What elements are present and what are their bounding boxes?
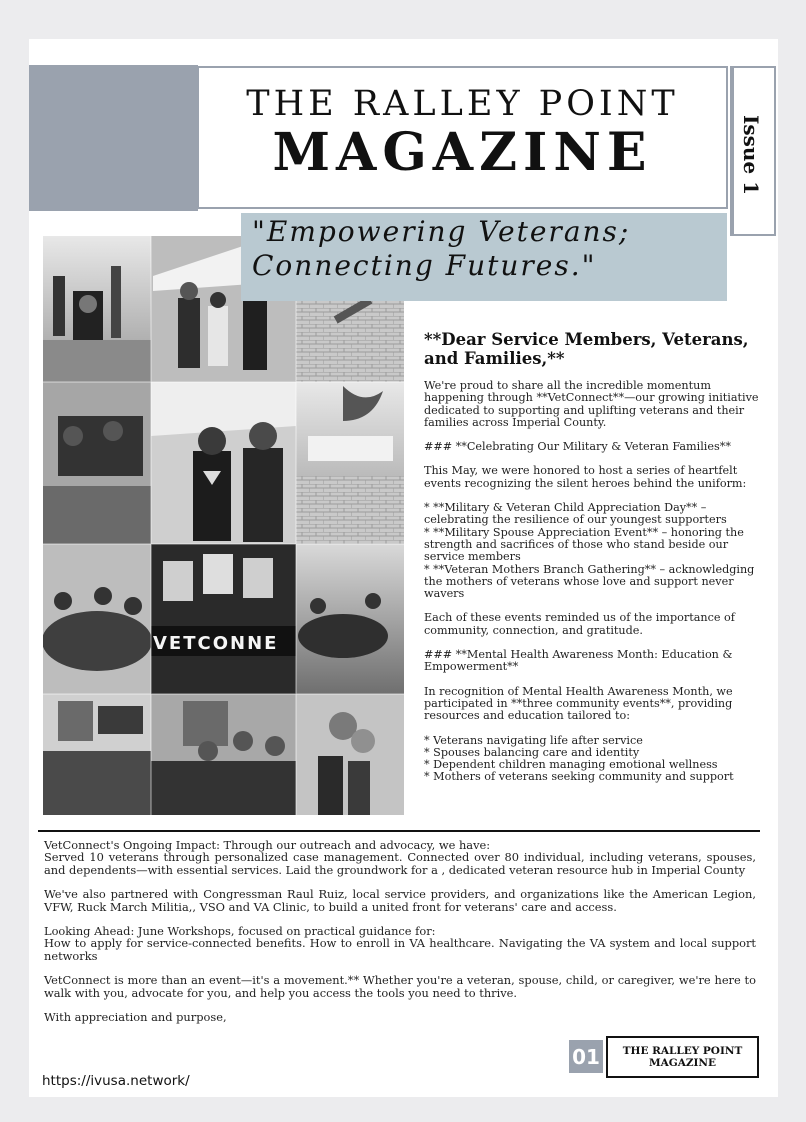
badge-line2: MAGAZINE	[648, 1057, 717, 1069]
mh-list-item: * Spouses balancing care and identity	[424, 745, 640, 759]
website-link[interactable]: https://ivusa.network/	[42, 1073, 190, 1089]
letter-body	[424, 380, 764, 784]
mh-list-item: * Mothers of veterans seeking community and support	[424, 770, 734, 784]
partners-paragraph: We've also partnered with Congressman Raul Ruiz, local service providers, and organizations like the American Legion, VFW, Ruck March Militia,, VSO and VA Clinic, to build a united front for veterans' care and access.	[44, 887, 756, 914]
signoff: With appreciation and purpose,	[44, 1010, 227, 1025]
looking-ahead-heading: Looking Ahead: June Workshops, focused on practical guidance for:	[44, 924, 436, 939]
section-divider	[38, 830, 760, 832]
events-intro: This May, we were honored to host a series of heartfelt events recognizing the silent heroes behind the uniform:	[424, 464, 747, 490]
impact-heading: VetConnect's Ongoing Impact: Through our outreach and advocacy, we have:	[44, 838, 491, 852]
letter-greeting: **Dear Service Members, Veterans, and Families,**	[424, 330, 749, 368]
tagline-line2: Connecting Futures."	[252, 249, 597, 282]
footer-badge	[606, 1036, 759, 1078]
page-number: 01	[569, 1040, 603, 1073]
issue-label: Issue 1	[739, 114, 763, 196]
reminder-paragraph: Each of these events reminded us of the importance of community, connection, and gratitude.	[424, 611, 735, 637]
event-item: * **Military Spouse Appreciation Event** – honoring the strength and sacrifices of those who stand beside our service members	[424, 525, 744, 564]
mh-list-item: * Dependent children managing emotional wellness	[424, 758, 718, 772]
magazine-title-line2: MAGAZINE	[272, 122, 653, 183]
tagline	[252, 215, 722, 283]
looking-ahead-body: How to apply for service-connected benefits. How to enroll in VA healthcare. Navigating the VA system and local support networks	[44, 936, 756, 963]
section-heading-families: ### **Celebrating Our Military & Veteran Families**	[424, 440, 731, 454]
tagline-line1: "Empowering Veterans;	[252, 215, 631, 248]
header-accent-block	[29, 65, 198, 211]
magazine-title-line1: THE RALLEY POINT	[246, 84, 679, 124]
collage-banner-text: VETCONNE	[153, 633, 279, 654]
mental-health-intro: In recognition of Mental Health Awareness Month, we participated in **three community events**, providing resources and education tailored to:	[424, 684, 733, 723]
section-heading-mental-health: ### **Mental Health Awareness Month: Education & Empowerment**	[424, 648, 733, 674]
closing-paragraph: VetConnect is more than an event—it's a movement.** Whether you're a veteran, spouse, child, or caregiver, we're here to walk with you, advocate for you, and help you access the tools you need to thrive.	[44, 973, 756, 1000]
event-item: * **Veteran Mothers Branch Gathering** – acknowledging the mothers of veterans whose love and support never wavers	[424, 562, 755, 601]
event-item: * **Military & Veteran Child Appreciation Day** – celebrating the resilience of our youngest supporters	[424, 501, 727, 527]
issue-label-wrap	[726, 110, 776, 200]
intro-paragraph: We're proud to share all the incredible momentum happening through **VetConnect**—our growing initiative dedicated to supporting and uplifting veterans and their families across Imperial County.	[424, 379, 759, 429]
impact-body: Served 10 veterans through personalized case management. Connected over 80 individual, including veterans, spouses, and dependents—with essential services. Laid the groundwork for a , dedicated veteran resource hub in Imperial County	[44, 850, 756, 877]
mh-list-item: * Veterans navigating life after service	[424, 733, 643, 747]
impact-section	[44, 839, 756, 1035]
collage-image	[43, 236, 404, 815]
badge-line1: THE RALLEY POINT	[622, 1045, 743, 1057]
photo-collage	[43, 236, 404, 815]
